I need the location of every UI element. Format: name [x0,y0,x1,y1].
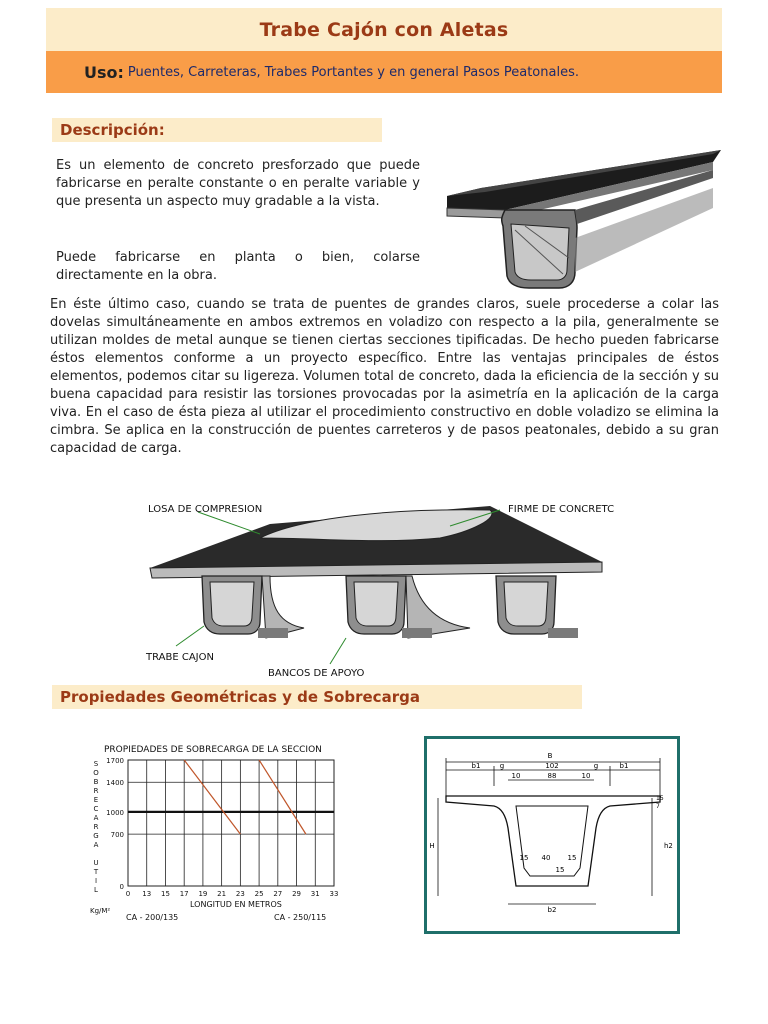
dim-b2: b2 [547,906,557,914]
label-bancos: BANCOS DE APOYO [268,668,365,679]
chart-title: PROPIEDADES DE SOBRECARGA DE LA SECCION [104,745,322,755]
chart-ylabel-letter: U [93,859,99,867]
descripcion-heading: Descripción: [60,121,165,139]
page-title: Trabe Cajón con Aletas [259,18,509,41]
descripcion-para-2: Puede fabricarse en planta o bien, colarse directamente en la obra. [56,250,420,283]
chart-x-tick: 27 [273,890,283,898]
dim-B: B [547,752,553,760]
chart-ylabel-letter: C [93,805,99,813]
dim-t7: 7 [656,803,660,810]
chart-x-tick: 21 [217,890,227,898]
chart-ylabel-letter: E [93,796,99,804]
label-losa: LOSA DE COMPRESION [148,504,263,515]
chart-frame [128,760,334,886]
dim-t15: 15 [656,795,664,802]
chart-x-label: LONGITUD EN METROS [190,900,282,909]
dim-88: 88 [547,772,557,780]
chart-x-tick: 33 [329,890,339,898]
dim-h2: h2 [664,842,673,850]
chart-x-tick: 19 [198,890,208,898]
chart-x-tick: 15 [160,890,170,898]
propiedades-heading: Propiedades Geométricas y de Sobrecarga [60,688,420,706]
chart-ylabel-letter: O [93,769,99,777]
dim-b1-left: b1 [471,762,481,770]
chart-series-line-2 [259,760,306,834]
dim-15-left: 15 [519,854,529,862]
chart-x-tick: 13 [142,890,152,898]
chart-ylabel-letter: L [94,886,98,894]
chart-y-tick: 1000 [106,808,124,817]
section-drawing [424,736,680,934]
chart-y-tick: 700 [110,831,124,840]
box-girder-illustration [445,148,721,293]
label-trabe: TRABE CAJON [146,652,214,663]
chart-legend-series-1: CA - 200/135 [126,913,179,922]
chart-ylabel-letter: I [94,877,98,885]
chart-y-ticks [106,757,124,891]
chart-y-tick: 1400 [106,779,124,788]
chart-grid [128,760,334,886]
sobrecarga-chart [86,740,346,928]
uso-colon: : [117,62,124,82]
uso-text: Puentes, Carreteras, Trabes Portantes y en general Pasos Peatonales. [127,64,579,80]
dim-40: 40 [541,854,551,862]
chart-x-tick: 31 [310,890,320,898]
title-bar [46,8,722,51]
propiedades-heading-bar [52,685,582,709]
chart-ylabel-letter: A [93,814,99,822]
chart-x-tick: 23 [235,890,245,898]
chart-legend-series-2: CA - 250/115 [274,913,327,922]
bridge-deck-illustration [140,498,630,680]
dim-102: 102 [545,762,559,770]
descripcion-para-1: Es un elemento de concreto presforzado que puede fabricarse en peralte constante o en peralte variable y que presenta un aspecto muy gradable a la vista. [56,158,420,209]
dim-15-bottom: 15 [555,866,565,874]
dim-H: H [429,842,435,850]
chart-y-unit: Kg/M² [90,907,111,915]
chart-ylabel [93,760,99,894]
chart-x-tick: 0 [125,890,131,898]
descripcion-heading-bar [52,118,382,142]
dim-g-right: g [593,762,599,770]
chart-x-tick: 29 [292,890,302,898]
chart-x-tick: 25 [254,890,264,898]
chart-ylabel-letter: A [93,841,99,849]
chart-y-tick: 1700 [106,757,124,765]
chart-ylabel-letter: B [93,778,99,786]
chart-series-line-1 [184,760,240,834]
uso-bar [46,51,722,93]
label-firme: FIRME DE CONCRETC [508,504,615,515]
descripcion-para-3: En éste último caso, cuando se trata de puentes de grandes claros, suele procederse a colar las dovelas simultáneamente en ambos extremos en voladizo con respecto a la pila, generalmente se utilizan moldes de metal aunque se tienen ciertas secciones tipificadas. De hecho pueden fabricarse éstos elementos conforme a un proyecto específico. Entre las ventajas principales de éstos elementos, podemos citar su ligereza. Volumen total de concreto, dada la eficiencia de la sección y su buena capacidad para resistir las torsiones provocadas por la asimetría en la aplicación de la carga viva. En el caso de ésta pieza al utilizar el procedimiento constructivo en doble voladizo se elimina la cimbra. Se aplica en la construcción de puentes carreteros y de pasos peatonales, debido a su gran capacidad de carga. [50,297,719,456]
chart-x-ticks [126,890,339,898]
chart-x-tick: 17 [179,890,189,898]
dim-g-left: g [499,762,505,770]
dim-10-right: 10 [581,772,591,780]
chart-ylabel-letter: S [93,760,99,768]
dim-b1-right: b1 [619,762,629,770]
chart-ylabel-letter: R [93,823,99,831]
chart-ylabel-letter: T [93,868,99,876]
chart-y-tick: 0 [119,883,124,891]
dim-10-left: 10 [511,772,521,780]
dim-15-right: 15 [567,854,577,862]
chart-ylabel-letter: R [93,787,99,795]
uso-label: Uso [84,62,118,82]
chart-series [184,760,306,834]
chart-ylabel-letter: G [93,832,99,840]
